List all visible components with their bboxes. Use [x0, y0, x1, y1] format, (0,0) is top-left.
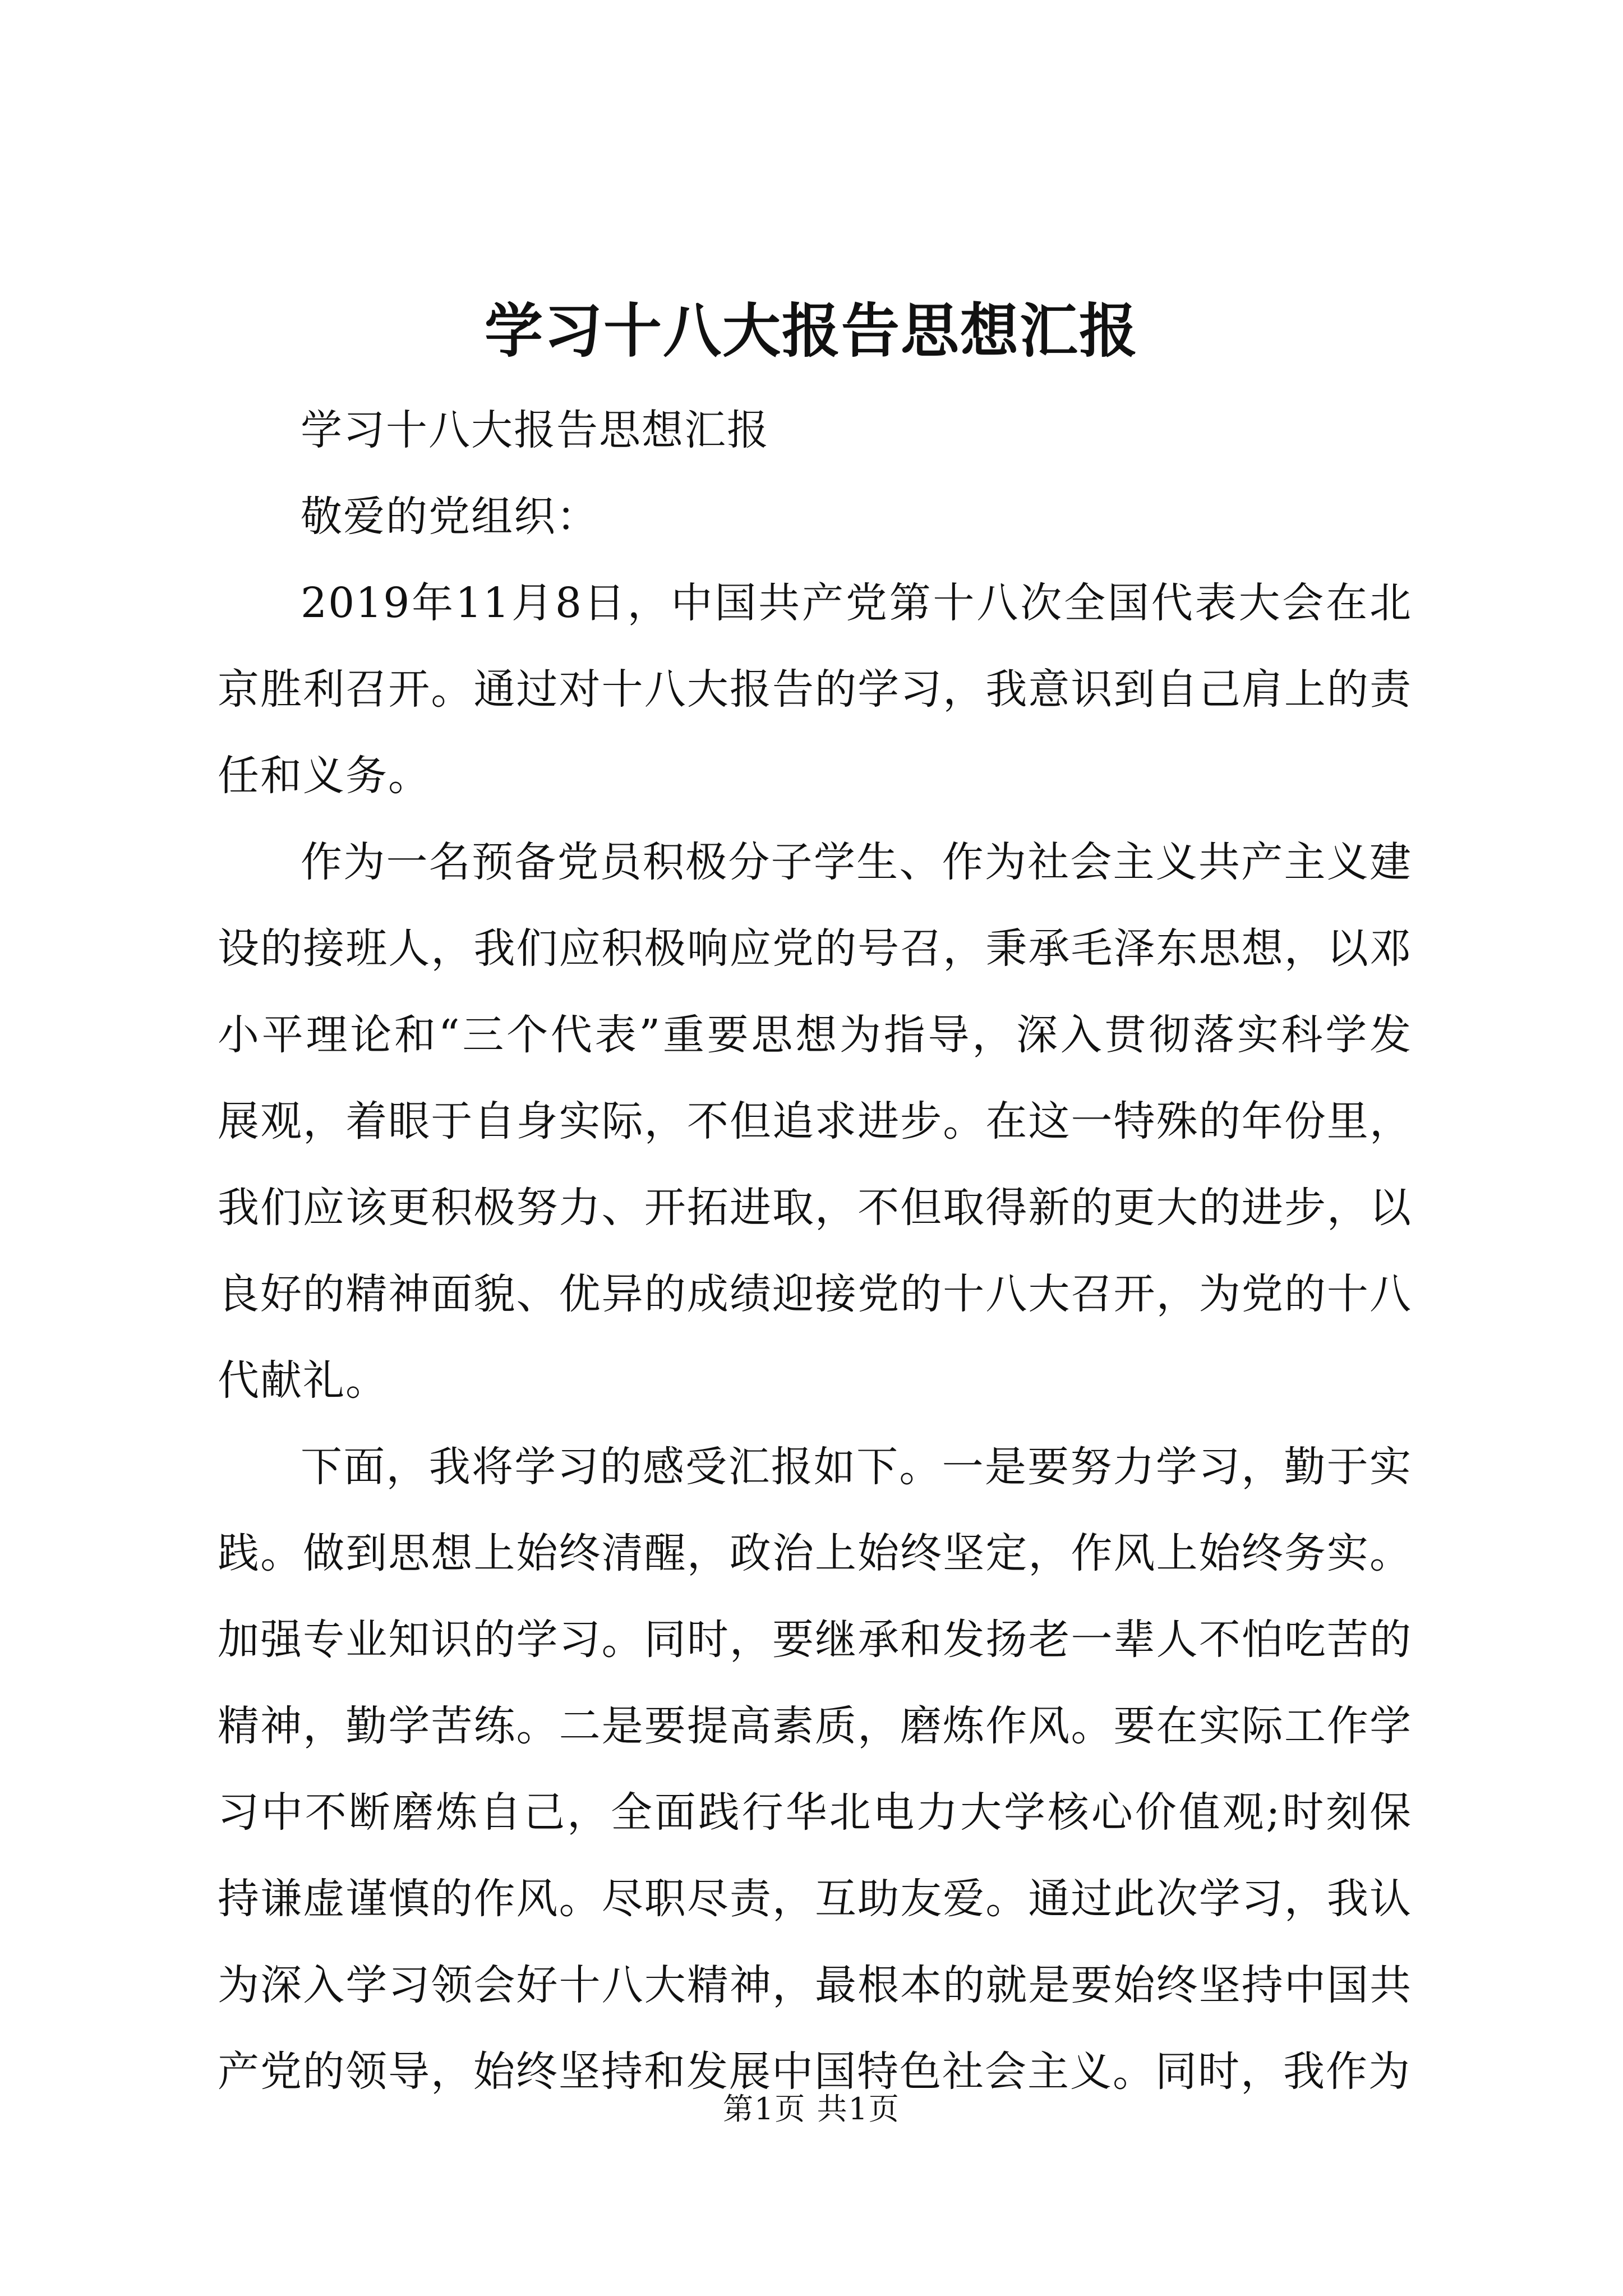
paragraph-2: 作为一名预备党员积极分子学生、作为社会主义共产主义建设的接班人，我们应积极响应党的号召，秉承毛泽东思想，以邓小平理论和“三个代表”重要思想为指导，深入贯彻落实科学发展观，着眼于自身实际，不但追求进步。在这一特殊的年份里，我们应该更积极努力、开拓进取，不但取得新的更大的进步，以良好的精神面貌、优异的成绩迎接党的十八大召开，为党的十八代献礼。: [218, 838, 1412, 1405]
document-body: [218, 387, 1412, 2115]
paragraph-3: 下面，我将学习的感受汇报如下。一是要努力学习，勤于实践。做到思想上始终清醒，政治上始终坚定，作风上始终务实。加强专业知识的学习。同时，要继承和发扬老一辈人不怕吃苦的精神，勤学苦练。二是要提高素质，磨炼作风。要在实际工作学习中不断磨炼自己，全面践行华北电力大学核心价值观;时刻保持谦虚谨慎的作风。尽职尽责，互助友爱。通过此次学习，我认为深入学习领会好十八大精神，最根本的就是要始终坚持中国共产党的领导，始终坚持和发展中国特色社会主义。同时，我作为: [218, 1443, 1412, 2096]
paragraph-heading-repeat: 学习十八大报告思想汇报: [301, 406, 769, 454]
paragraph-1: 2019年11月8日，中国共产党第十八次全国代表大会在北京胜利召开。通过对十八大报告的学习，我意识到自己肩上的责任和义务。: [218, 579, 1412, 800]
paragraph-salutation: 敬爱的党组织：: [301, 493, 599, 541]
page-footer: 第1页 共1页: [723, 2091, 900, 2127]
document-title: 学习十八大报告思想汇报: [484, 296, 1138, 365]
